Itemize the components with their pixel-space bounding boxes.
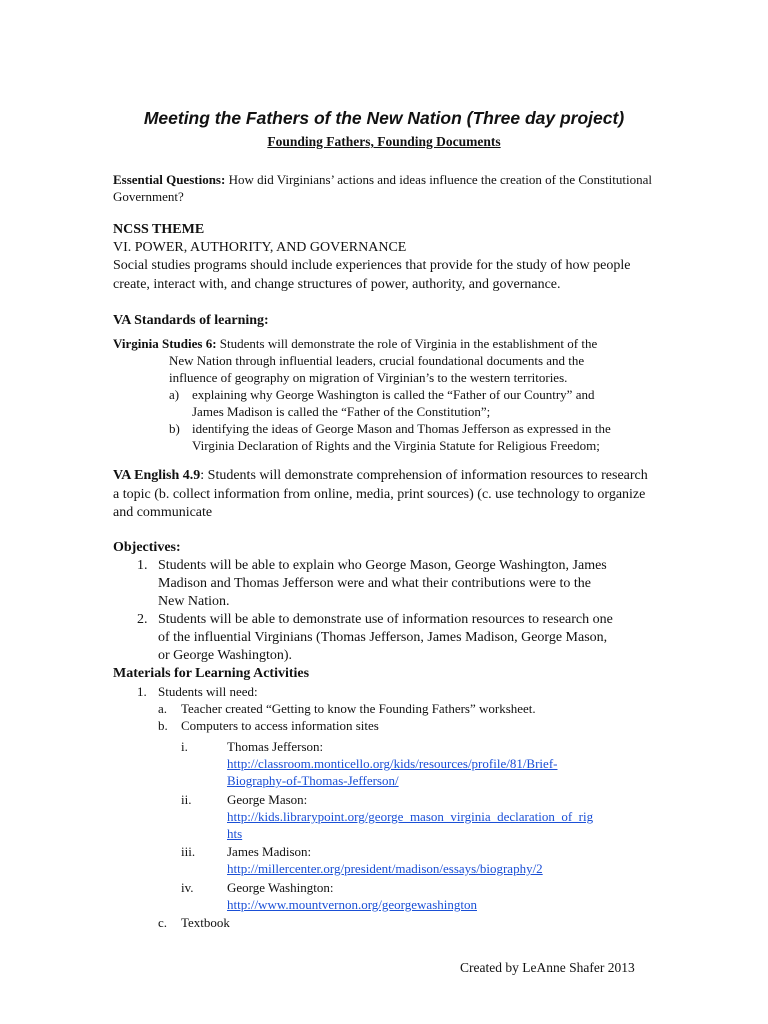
site-3-link <box>227 860 543 877</box>
essential-questions-text: How did Virginians’ actions and ideas influence the creation of the Constitutional Government? <box>113 172 653 204</box>
materials-a-text: Teacher created “Getting to know the Founding Fathers” worksheet. <box>181 701 536 716</box>
ncss-description: Social studies programs should include experiences that provide for the study of how people create, interact with, and change structures of power, authority, and governance. <box>113 258 631 292</box>
site-2-link <box>227 808 593 825</box>
va-english-text: : Students will demonstrate comprehension of information resources to research a topic (b. collect information from online, media, print sources) (c. use technology to organize and communicate <box>113 468 648 520</box>
site-4-link-line1[interactable]: http://www.mountvernon.org/georgewashington <box>227 897 477 912</box>
site-3-name: James Madison: <box>227 844 312 859</box>
vs6-item-a-line1: explaining why George Washington is called the “Father of our Country” and <box>192 387 595 402</box>
ncss-theme: VI. POWER, AUTHORITY, AND GOVERNANCE <box>113 240 407 255</box>
objective-1-line2: Madison and Thomas Jefferson were and what their contributions were to the <box>158 576 591 591</box>
document-subtitle: Founding Fathers, Founding Documents <box>267 134 501 149</box>
materials-a-marker: a. <box>158 701 168 716</box>
va-english <box>113 467 648 523</box>
essential-questions <box>113 171 653 205</box>
site-4-link <box>227 896 477 913</box>
essential-questions-label: Essential Questions: <box>113 172 226 187</box>
objective-2-line2: of the influential Virginians (Thomas Jefferson, James Madison, George Mason, <box>158 630 608 645</box>
materials-b-text: Computers to access information sites <box>181 718 379 733</box>
site-2-link-line2[interactable]: hts <box>227 826 243 841</box>
va-standards-heading: VA Standards of learning: <box>113 313 269 328</box>
site-1-link-line1[interactable]: http://classroom.monticello.org/kids/resources/profile/81/Brief- <box>227 756 558 771</box>
vs6-item-a-line2: James Madison is called the “Father of the Constitution”; <box>192 404 491 419</box>
site-1-name: Thomas Jefferson: <box>227 739 324 754</box>
materials-c-text: Textbook <box>181 915 230 930</box>
vs6-item-b-line1: identifying the ideas of George Mason and Thomas Jefferson as expressed in the <box>192 421 611 436</box>
site-1-link-line2[interactable]: Biography-of-Thomas-Jefferson/ <box>227 773 399 788</box>
objectives-heading: Objectives: <box>113 540 181 555</box>
site-1-link-cont <box>227 772 399 789</box>
footer-credit: Created by LeAnne Shafer 2013 <box>460 960 635 975</box>
vs6-label: Virginia Studies 6: <box>113 336 217 351</box>
site-4-marker: iv. <box>181 880 194 895</box>
document-title: Meeting the Fathers of the New Nation (Three day project) <box>143 108 625 128</box>
vs6-item-a-marker: a) <box>169 387 180 402</box>
materials-b-marker: b. <box>158 718 168 733</box>
objective-1-marker: 1. <box>137 558 148 573</box>
site-2-link-cont <box>227 825 242 842</box>
vs6-item-b-line2: Virginia Declaration of Rights and the Virginia Statute for Religious Freedom; <box>192 438 600 453</box>
objective-1-line3: New Nation. <box>158 594 230 609</box>
site-2-name: George Mason: <box>227 792 308 807</box>
site-3-link-line1[interactable]: http://millercenter.org/president/madison/essays/biography/2 <box>227 861 543 876</box>
vs6-line-3: influence of geography on migration of Virginian’s to the western territories. <box>169 370 568 385</box>
va-english-label: VA English 4.9 <box>113 468 201 483</box>
objective-2-line1: Students will be able to demonstrate use of information resources to research one <box>158 612 613 627</box>
vs6-line-2: New Nation through influential leaders, crucial foundational documents and the <box>169 353 585 368</box>
vs6-line1-text: Students will demonstrate the role of Virginia in the establishment of the <box>216 336 598 351</box>
site-2-link-line1[interactable]: http://kids.librarypoint.org/george_mason_virginia_declaration_of_rig <box>227 809 594 824</box>
materials-item1-text: Students will need: <box>158 684 258 699</box>
ncss-heading: NCSS THEME <box>113 222 205 237</box>
materials-heading: Materials for Learning Activities <box>113 666 310 681</box>
materials-c-marker: c. <box>158 915 168 930</box>
site-1-marker: i. <box>181 739 188 754</box>
objective-2-marker: 2. <box>137 612 148 627</box>
vs6-item-b-marker: b) <box>169 421 180 436</box>
vs6-line-1 <box>113 335 673 352</box>
objective-1-line1: Students will be able to explain who George Mason, George Washington, James <box>158 558 607 573</box>
objective-2-line3: or George Washington). <box>158 648 293 663</box>
site-4-name: George Washington: <box>227 880 334 895</box>
site-2-marker: ii. <box>181 792 192 807</box>
materials-item1-marker: 1. <box>137 684 147 699</box>
site-3-marker: iii. <box>181 844 196 859</box>
site-1-link <box>227 755 557 772</box>
